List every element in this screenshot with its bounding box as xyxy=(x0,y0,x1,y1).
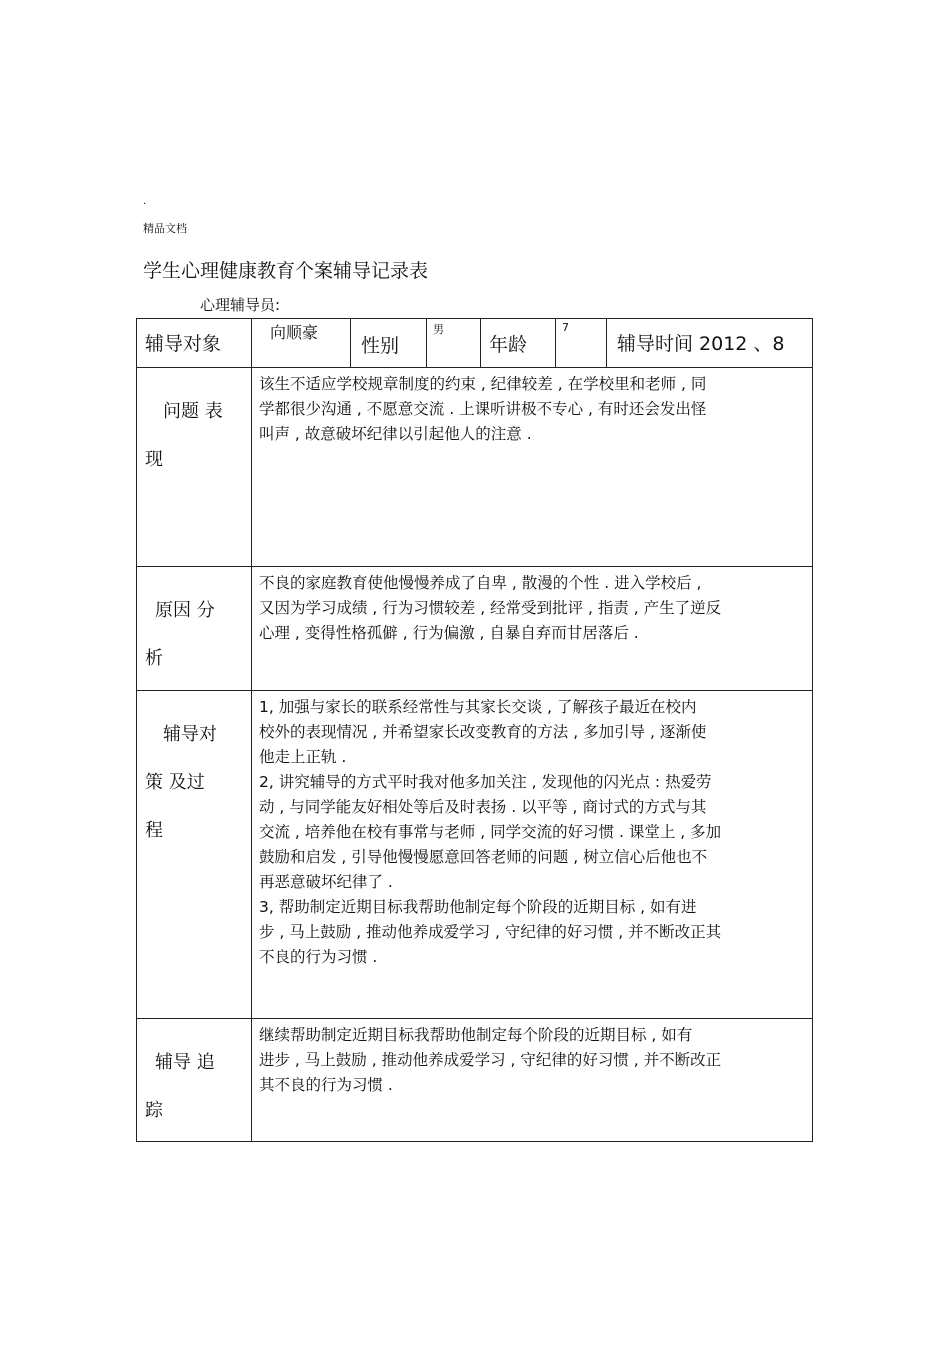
text-line: 心理 , 变得性格孤僻 , 行为偏激 , 自暴自弃而甘居落后 . xyxy=(259,624,639,642)
text-line: 该生不适应学校规章制度的约束 , 纪律较差 , 在学校里和老师 , 同 xyxy=(259,375,707,393)
text-line: 步 , 马上鼓励 , 推动他养成爱学习 , 守纪律的好习惯 , 并不断改正其 xyxy=(259,923,722,941)
cause-content xyxy=(252,567,813,691)
page-title: 学生心理健康教育个案辅导记录表 xyxy=(143,260,429,282)
problem-label-cell xyxy=(137,368,252,567)
age-value-cell xyxy=(556,319,607,368)
counselor-label: 心理辅导员: xyxy=(200,296,281,314)
gender-value-cell xyxy=(427,319,481,368)
gender-label: 性别 xyxy=(361,335,400,357)
header-label: 精品文档 xyxy=(143,222,187,235)
text-line: 他走上正轨 . xyxy=(259,748,347,766)
time-label: 辅导时间 2012 、8 xyxy=(617,333,785,355)
problem-label-line2: 现 xyxy=(145,449,163,470)
cause-row xyxy=(137,567,813,691)
followup-label-line1: 辅导 追 xyxy=(155,1052,215,1073)
age-label-cell xyxy=(481,319,556,368)
text-line: 继续帮助制定近期目标我帮助他制定每个阶段的近期目标 , 如有 xyxy=(259,1026,693,1044)
text-line: 1, 加强与家长的联系经常性与其家长交谈 , 了解孩子最近在校内 xyxy=(259,698,697,716)
age-label: 年龄 xyxy=(489,334,528,356)
problem-row xyxy=(137,368,813,567)
subject-label-cell xyxy=(137,319,252,368)
followup-row xyxy=(137,1019,813,1142)
text-line: 学都很少沟通 , 不愿意交流 . 上课听讲极不专心 , 有时还会发出怪 xyxy=(259,400,707,418)
gender-label-cell xyxy=(351,319,427,368)
text-line: 3, 帮助制定近期目标我帮助他制定每个阶段的近期目标 , 如有进 xyxy=(259,898,697,916)
strategy-content xyxy=(252,691,813,1019)
subject-value-cell xyxy=(252,319,351,368)
strategy-label-line2: 策 及过 xyxy=(145,772,205,793)
cause-label-line1: 原因 分 xyxy=(155,600,215,621)
followup-label-line2: 踪 xyxy=(145,1100,163,1121)
text-line: 鼓励和启发 , 引导他慢慢愿意回答老师的问题 , 树立信心后他也不 xyxy=(259,848,708,866)
text-line: 动 , 与同学能友好相处等后及时表扬 . 以平等 , 商讨式的方式与其 xyxy=(259,798,707,816)
cause-label-line2: 析 xyxy=(145,648,163,669)
problem-label-line1: 问题 表 xyxy=(163,401,223,422)
subject-value: 向顺豪 xyxy=(270,323,319,342)
text-line: 校外的表现情况 , 并希望家长改变教育的方法 , 多加引导 , 逐渐使 xyxy=(259,723,707,741)
gender-value: 男 xyxy=(433,323,444,336)
record-table xyxy=(136,318,813,1142)
text-line: 不良的家庭教育使他慢慢养成了自卑 , 散漫的个性 . 进入学校后 , xyxy=(259,574,702,592)
text-line: 又因为学习成绩 , 行为习惯较差 , 经常受到批评 , 指责 , 产生了逆反 xyxy=(259,599,722,617)
subject-label: 辅导对象 xyxy=(145,333,222,355)
cause-label-cell xyxy=(137,567,252,691)
followup-label-cell xyxy=(137,1019,252,1142)
followup-content xyxy=(252,1019,813,1142)
header-dot: . xyxy=(143,196,147,207)
problem-content xyxy=(252,368,813,567)
text-line: 交流 , 培养他在校有事常与老师 , 同学交流的好习惯 . 课堂上 , 多加 xyxy=(259,823,722,841)
text-line: 进步 , 马上鼓励 , 推动他养成爱学习 , 守纪律的好习惯 , 并不断改正 xyxy=(259,1051,722,1069)
text-line: 其不良的行为习惯 . xyxy=(259,1076,393,1094)
strategy-label-cell xyxy=(137,691,252,1019)
text-line: 不良的行为习惯 . xyxy=(259,948,378,966)
strategy-row xyxy=(137,691,813,1019)
strategy-label-line1: 辅导对 xyxy=(163,724,217,745)
strategy-label-line3: 程 xyxy=(145,820,163,841)
age-value: 7 xyxy=(562,321,569,334)
text-line: 再恶意破坏纪律了 . xyxy=(259,873,393,891)
time-cell xyxy=(607,319,813,368)
text-line: 2, 讲究辅导的方式平时我对他多加关注 , 发现他的闪光点 : 热爱劳 xyxy=(259,773,712,791)
header-row xyxy=(137,319,813,368)
text-line: 叫声 , 故意破坏纪律以引起他人的注意 . xyxy=(259,425,532,443)
